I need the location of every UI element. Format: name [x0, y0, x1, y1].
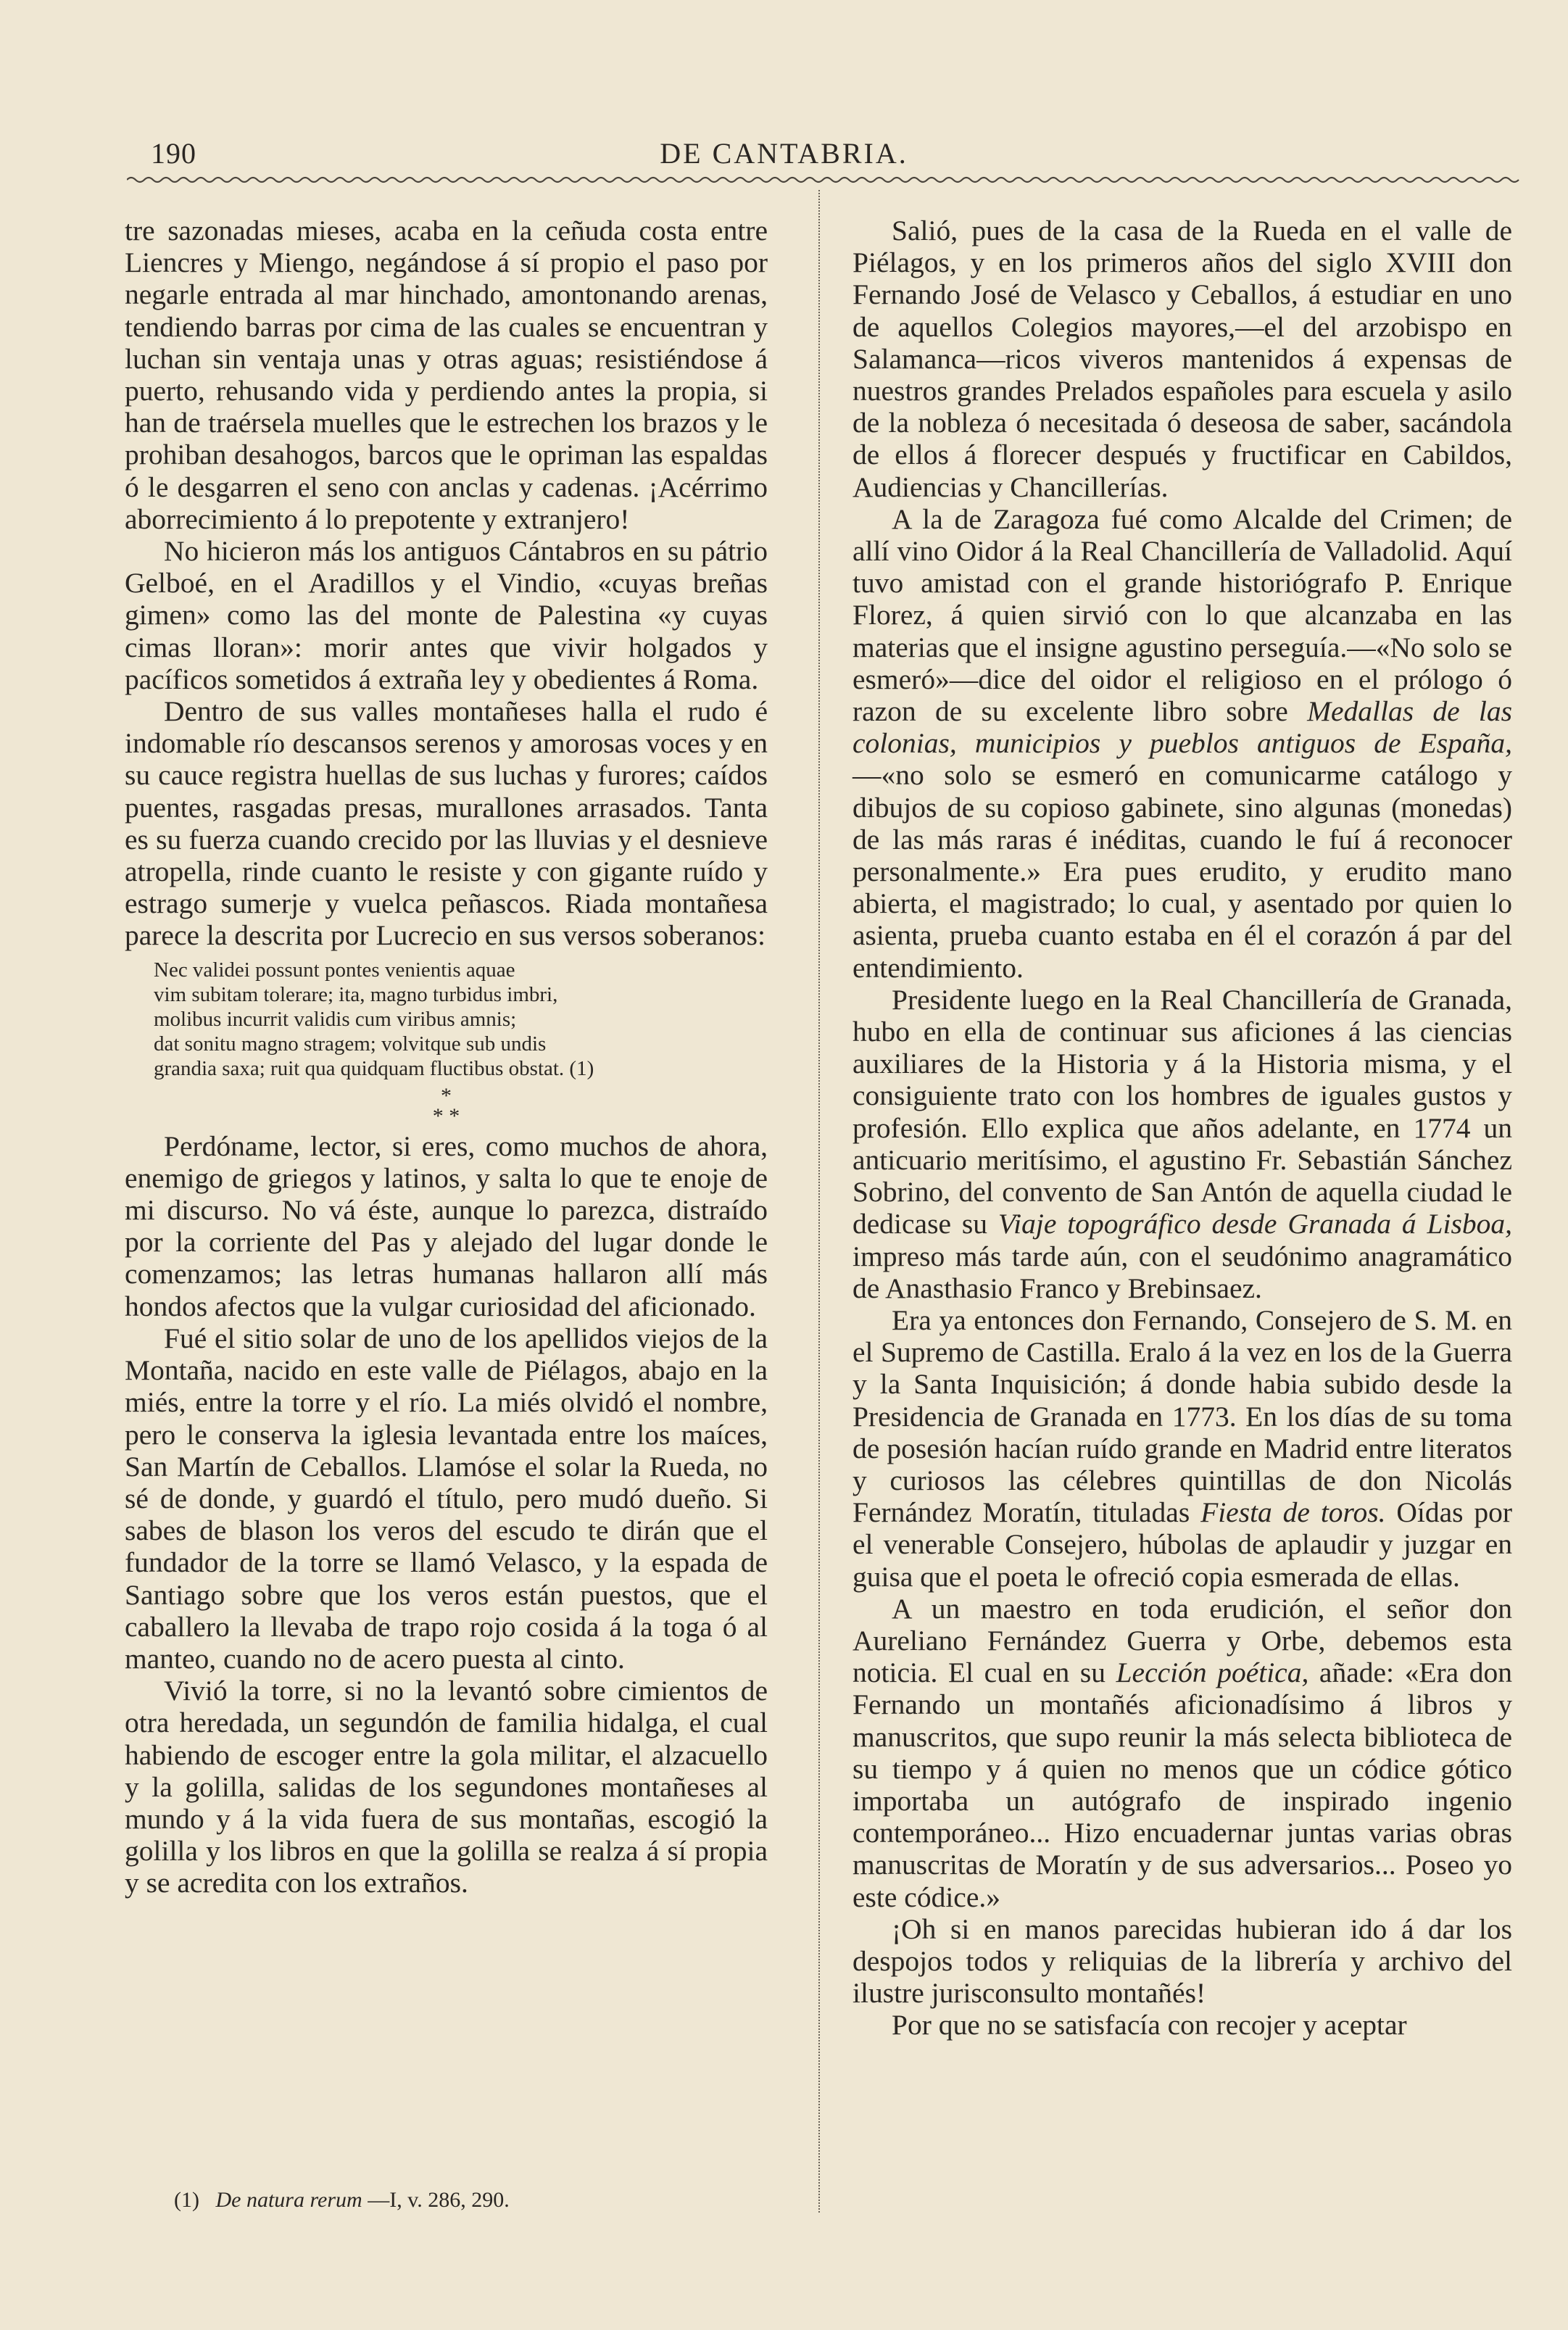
text-run: Era ya entonces don Fernando, Consejero de S. M. en el Supremo de Castilla. Eralo á la vez en los de la Guerra y la Santa Inquisición; á donde habia subido desde la Presidencia de Granada en 1773. En los días de su toma de posesión hacían ruído grande en Madrid entre literatos y curiosos las célebres quintillas de don Nicolás Fernández Moratín, tituladas [853, 1303, 1512, 1529]
asterism [125, 1085, 768, 1126]
book-title: Medallas de las colonias, municipios y pueblos antiguos de España, [853, 695, 1513, 760]
column-rule [818, 190, 822, 2213]
header-rule [127, 174, 1522, 186]
paragraph: Perdóname, lector, si eres, como muchos de ahora, enemigo de griegos y latinos, y salta lo que te enoje de mi discurso. No vá éste, aunque lo parezca, distraído por la corriente del Pas y alejado del lugar donde le comenzamos; las letras humanas hallaron allí más hondos afectos que la vulgar curiosidad del aficionado. [125, 1129, 768, 1322]
footnote-reference: —I, v. 286, 290. [368, 2188, 510, 2212]
paragraph [853, 1593, 1512, 1913]
text-run: A la de Zaragoza fué como Alcalde del Crimen; de allí vino Oidor á la Real Chancillería de Valladolid. Aquí tuvo amistad con el grande historiógrafo P. Enrique Florez, á quien sirvió con lo que alcanzaba en las materias que el insigne agustino perseguía.—«No solo se esmeró»—dice del oidor el religioso en el prólogo ó razon de su excelente libro sobre [853, 502, 1512, 728]
paragraph: Fué el sitio solar de uno de los apellidos viejos de la Montaña, nacido en este valle de Piélagos, abajo en la miés, entre la torre y el río. La miés olvidó el nombre, pero le conserva la iglesia levantada entre los maíces, San Martín de Ceballos. Llamóse el solar la Rueda, no sé de donde, y guardó el título, pero mudó dueño. Si sabes de blason los veros del escudo te dirán que el fundador de la torre se llamó Velasco, y la espada de Santiago sobre que los veros están puestos, que el caballero la llevaba de trapo rojo cosida á la toga ó al manteo, cuando no de acero puesta al cinto. [125, 1322, 768, 1675]
text-run: Oídas por el venerable Consejero, húbolas de aplaudir y juzgar en guisa que el poeta le ofreció copia esmerada de ellas. [853, 1496, 1513, 1593]
book-title: Lección poética, [1116, 1657, 1309, 1689]
running-title: DE CANTABRIA. [660, 137, 908, 170]
text-run: añade: «Era don Fernando un montañés aficionadísimo á libros y manuscritos, que supo reunir la más selecta biblioteca de su tiempo y á quien no menos que un códice gótico importaba un autógrafo de inspirado ingenio contemporáneo... Hizo encuadernar juntas varias obras manuscritas de Moratín y de sus adversarios... Poseo yo este códice.» [853, 1657, 1512, 1913]
footnote [174, 2188, 510, 2213]
verse-line: dat sonitu magno stragem; volvitque sub undis [154, 1032, 547, 1056]
asterism-top: * [441, 1083, 452, 1108]
paragraph: Por que no se satisfacía con recojer y aceptar [892, 2009, 1407, 2041]
asterism-bottom: * * [432, 1103, 460, 1128]
text-run: —«no solo se esmeró en comunicarme catálogo y dibujos de su copioso gabinete, sino algunas (monedas) de las más raras é inéditas, cuando le fuí á reconocer personalmente.» Era pues erudito, y erudito mano abierta, el magistrado; lo cual, y asentado por quien lo asienta, prueba cuanto estaba en él el corazón á par del entendimiento. [853, 759, 1512, 984]
paragraph: Salió, pues de la casa de la Rueda en el valle de Piélagos, y en los primeros años del siglo XVIII don Fernando José de Velasco y Ceballos, á estudiar en uno de aquellos Colegios mayores,—el del arzobispo en Salamanca—ricos viveros mantenidos á expensas de nuestros grandes Prelados españoles para escuela y asilo de la nobleza ó necesitada ó deseosa de saber, sacándola de ellos á florecer después y fructificar en Cabildos, Audiencias y Chancillerías. [853, 215, 1512, 503]
page-header [0, 136, 1568, 180]
verse-line: grandia saxa; ruit qua quidquam fluctibus obstat. (1) [154, 1056, 594, 1080]
right-column [853, 215, 1512, 2041]
paragraph: Vivió la torre, si no la levantó sobre cimientos de otra heredada, un segundón de familia hidalga, el cual habiendo de escoger entre la gola militar, el alzacuello y la golilla, salidas de los segundones montañeses al mundo y á la vida fuera de sus montañas, escogió la golilla y los libros en que la golilla se realza á sí propia y se acredita con los extraños. [125, 1675, 768, 1899]
paragraph: Dentro de sus valles montañeses halla el rudo é indomable río descansos serenos y amorosas voces y en su cauce registra huellas de sus luchas y furores; caídos puentes, rasgadas presas, murallones arrasados. Tanta es su fuerza cuando crecido por las lluvias y el desnieve atropella, rinde cuanto le resiste y con gigante ruído y estrago sumerje y vuelca peñascos. Riada montañesa parece la descrita por Lucrecio en sus versos soberanos: [125, 695, 768, 952]
footnote-source-title: De natura rerum [215, 2188, 362, 2212]
verse-line: molibus incurrit validis cum viribus amnis; [154, 1007, 517, 1031]
paragraph: ¡Oh si en manos parecidas hubieran ido á dar los despojos todos y reliquias de la librería y archivo del ilustre jurisconsulto montañés! [853, 1912, 1512, 2010]
left-column [125, 215, 768, 1899]
verse-line: Nec validei possunt pontes venientis aquae [154, 958, 515, 982]
paragraph [853, 1304, 1512, 1593]
text-run: Presidente luego en la Real Chancillería de Granada, hubo en ella de continuar sus aficiones á las ciencias auxiliares de la Historia y á la Historia misma, y el consiguiente trato con los hombres de iguales gustos y profesión. Ello explica que años adelante, en 1774 un anticuario meritísimo, el agustino Fr. Sebastián Sánchez Sobrino, del convento de San Antón de aquella ciudad le dedicase su [853, 983, 1512, 1240]
verse-line: vim subitam tolerare; ita, magno turbidus imbri, [154, 982, 558, 1006]
paragraph: No hicieron más los antiguos Cántabros en su pátrio Gelboé, en el Aradillos y el Vindio, «cuyas breñas gimen» como las del monte de Palestina «y cuyas cimas lloran»: morir antes que vivir holgados y pacíficos sometidos á extraña ley y obedientes á Roma. [125, 535, 768, 695]
text-run: impreso más tarde aún, con el seudónimo anagramático de Anasthasio Franco y Brebinsaez. [853, 1240, 1512, 1304]
paragraph [853, 984, 1512, 1304]
book-title: Viaje topográfico desde Granada á Lisboa, [997, 1208, 1512, 1240]
text-run: A un maestro en toda erudición, el señor don Aureliano Fernández Guerra y Orbe, debemos esta noticia. El cual en su [853, 1592, 1512, 1689]
page-number: 190 [151, 137, 196, 170]
footnote-marker: (1) [174, 2188, 199, 2212]
book-title: Fiesta de toros. [1200, 1496, 1386, 1529]
latin-verse [154, 958, 768, 1081]
paragraph [853, 503, 1512, 984]
paragraph: tre sazonadas mieses, acaba en la ceñuda costa entre Liencres y Miengo, negándose á sí propio el paso por negarle entrada al mar hinchado, amontonando arenas, tendiendo barras por cima de las cuales se encuentran y luchan sin ventaja unas y otras aguas; resistiéndose á puerto, rehusando vida y perdiendo antes la propia, si han de traérsela muelles que le estrechen los brazos y le prohiban desahogos, barcos que le opriman las espaldas ó le desgarren el seno con anclas y cadenas. ¡Acérrimo aborrecimiento á lo prepotente y extranjero! [125, 215, 768, 535]
